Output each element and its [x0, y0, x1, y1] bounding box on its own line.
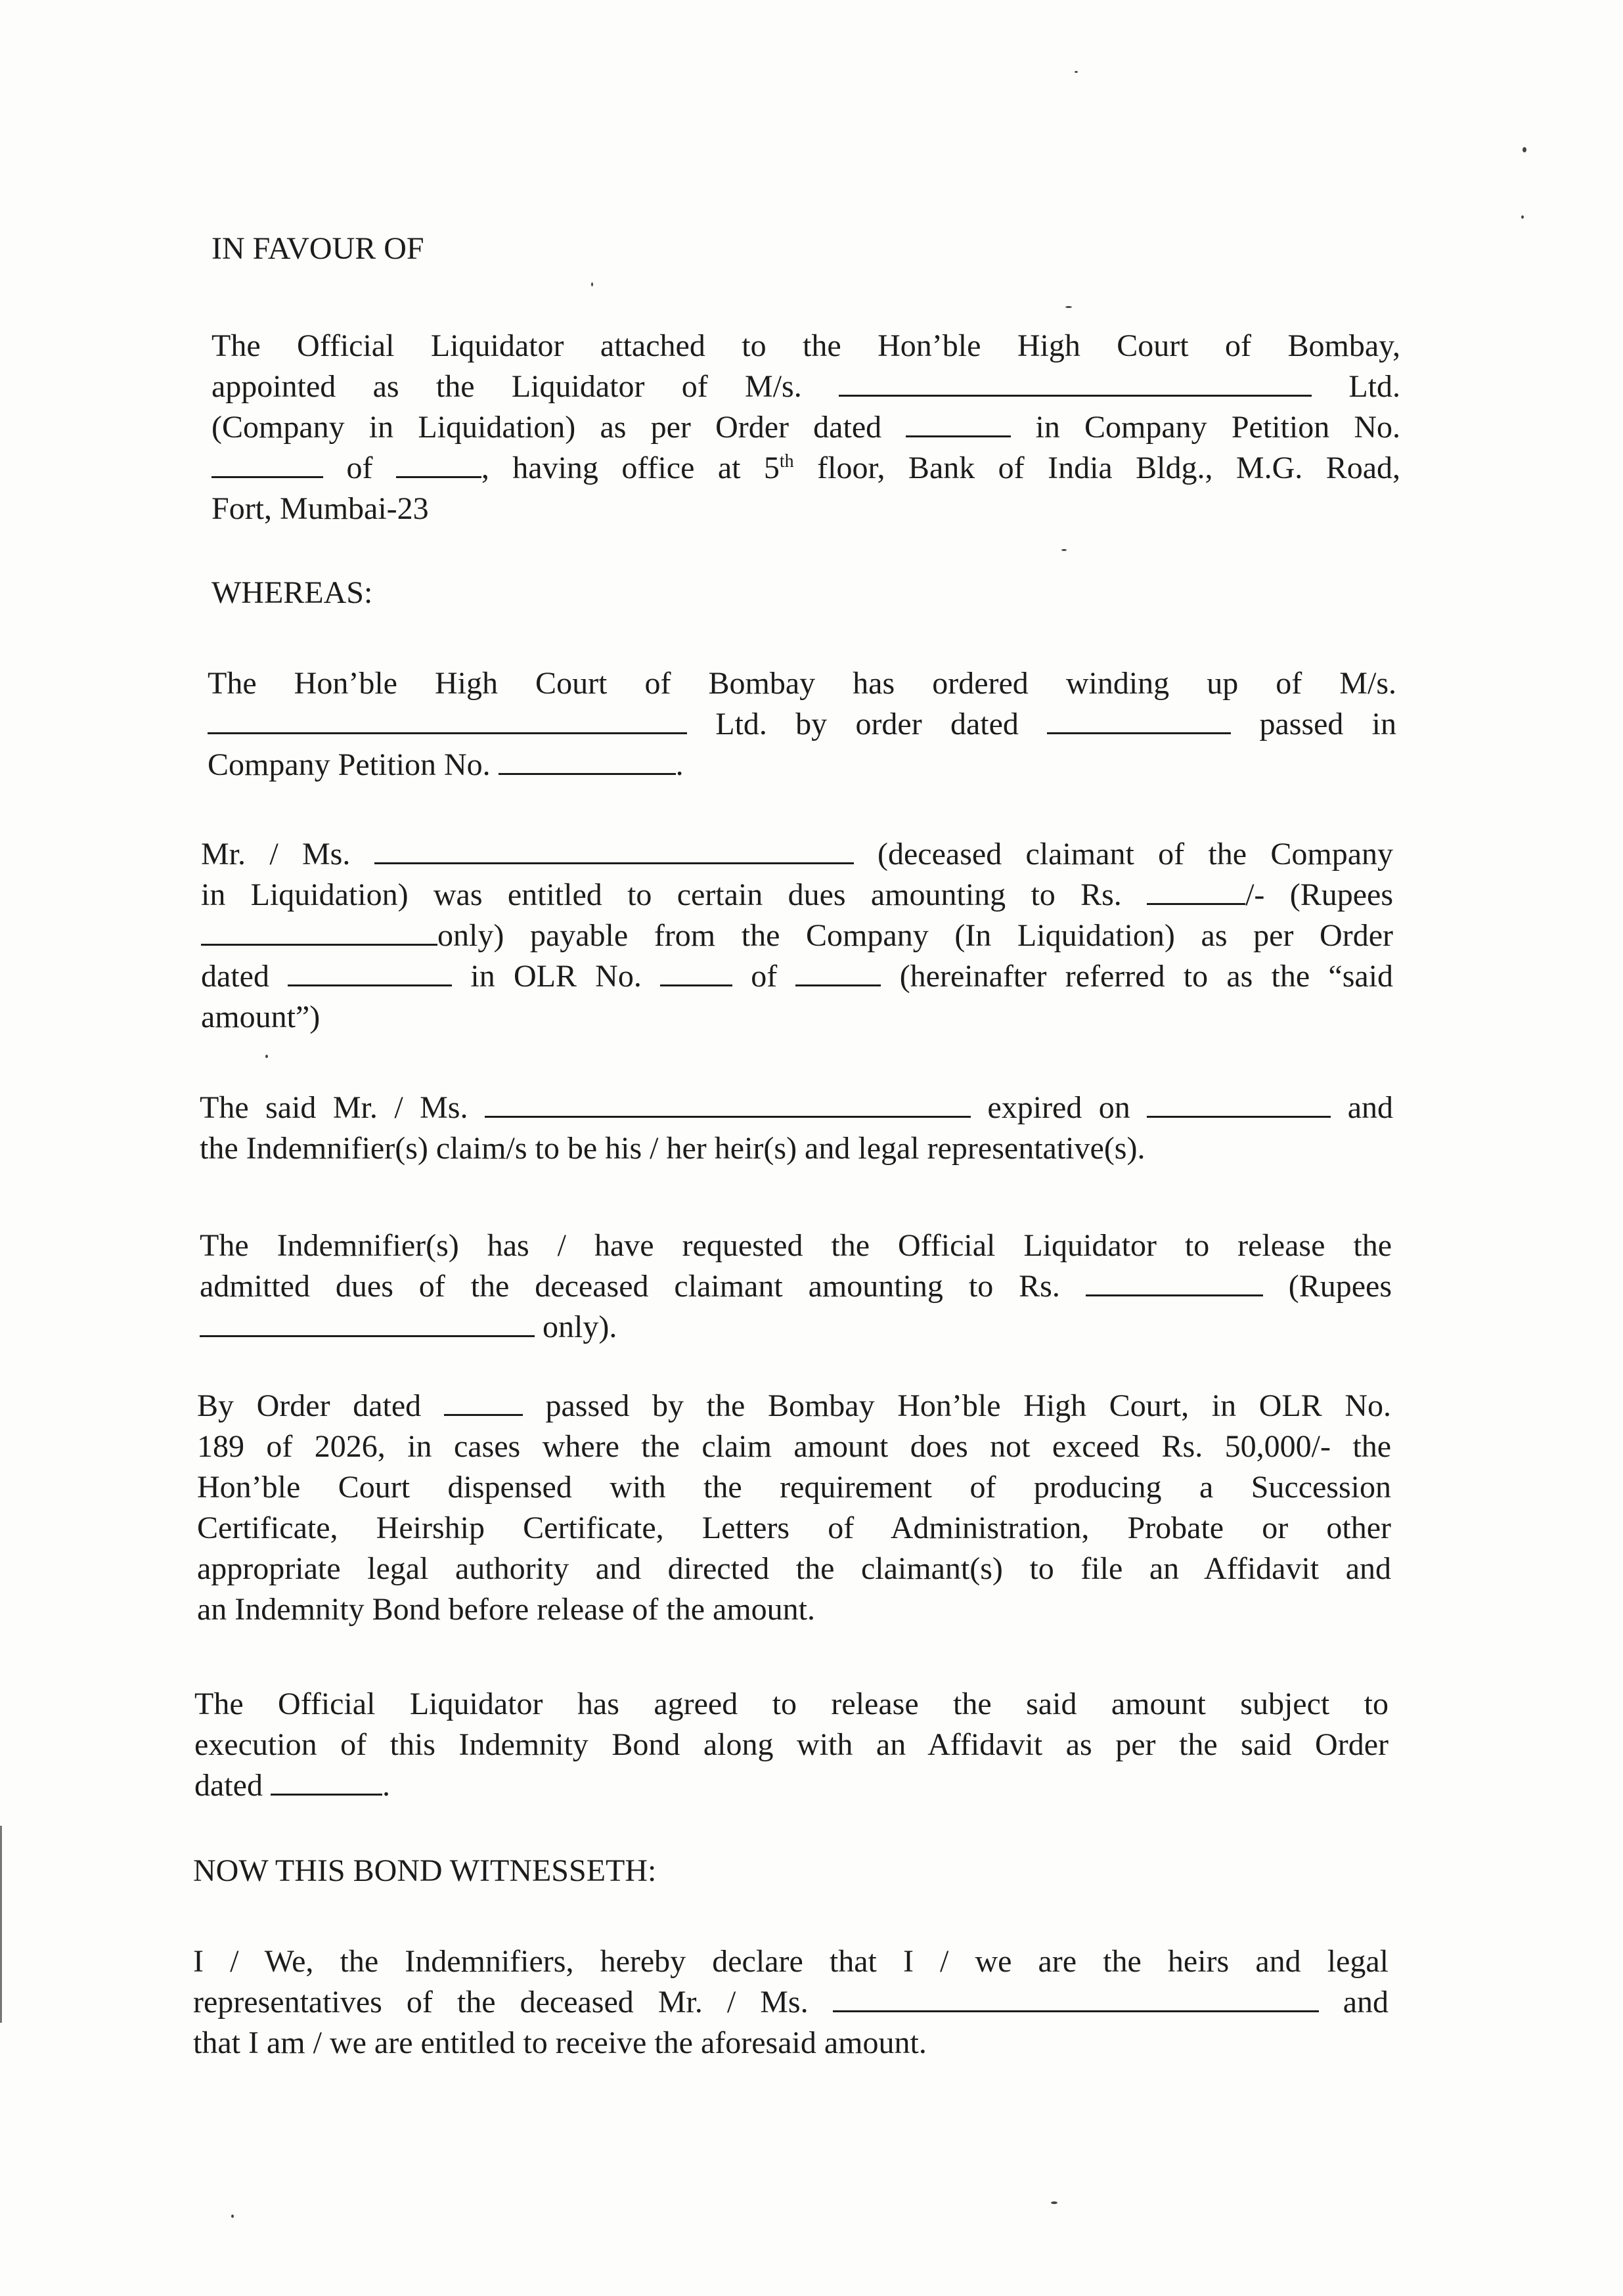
p5-line-2: admitted dues of the deceased claimant amounting to Rs. (Rupees [200, 1269, 1392, 1304]
p7-line-2: execution of this Indemnity Bond along with an Affidavit as per the said Order [194, 1727, 1389, 1762]
olr-order-date-blank [288, 960, 452, 986]
p8-line-2: representatives of the deceased Mr. / Ms. and [193, 1985, 1389, 2020]
paragraph-deceased-claimant [201, 834, 1393, 1038]
petition-no-blank [211, 451, 323, 478]
petition-year-blank [396, 451, 481, 478]
p5-line-1: The Indemnifier(s) has / have requested the Official Liquidator to release the [200, 1228, 1392, 1263]
hc-order-date-blank [444, 1389, 523, 1416]
scan-speck [1523, 147, 1526, 152]
p3-line-5: amount”) [201, 1000, 321, 1034]
bond-order-date-blank [271, 1769, 382, 1796]
p8-line-3: that I am / we are entitled to receive the aforesaid amount. [193, 2025, 927, 2060]
p1-line-2: appointed as the Liquidator of M/s. Ltd. [211, 369, 1401, 404]
admitted-amount-words-blank [200, 1310, 535, 1337]
olr-year-blank [795, 960, 881, 986]
p3-line-3: only) payable from the Company (In Liquidation) as per Order [201, 916, 1393, 956]
p7-line-3: dated . [194, 1768, 390, 1803]
p3-line-4: dated in OLR No. of (hereinafter referred to as the “said [201, 959, 1394, 994]
p1-line-3: (Company in Liquidation) as per Order dated in Company Petition No. [211, 410, 1401, 445]
heading-whereas: WHEREAS: [211, 575, 373, 610]
scan-speck [1521, 215, 1524, 219]
p6-line-2: 189 of 2026, in cases where the claim amount does not exceed Rs. 50,000/- the [197, 1429, 1391, 1464]
p8-line-1: I / We, the Indemnifiers, hereby declare that I / we are the heirs and legal [193, 1944, 1389, 1979]
olr-no-blank [660, 960, 732, 986]
p6-line-5: appropriate legal authority and directed the claimant(s) to file an Affidavit and [197, 1551, 1391, 1586]
scan-speck [1075, 71, 1078, 73]
p2-line-1: The Hon’ble High Court of Bombay has ordered winding up of M/s. [208, 666, 1396, 701]
p6-line-6: an Indemnity Bond before release of the amount. [197, 1592, 816, 1627]
p1-line-4: of , having office at 5th floor, Bank of India Bldg., M.G. Road, [211, 448, 1400, 489]
p6-line-1: By Order dated passed by the Bombay Hon’ble High Court, in OLR No. [197, 1388, 1392, 1423]
paragraph-agreed-release [194, 1684, 1389, 1806]
scan-edge-mark [0, 1826, 2, 2023]
paragraph-order-olr [197, 1386, 1391, 1630]
paragraph-request-release [200, 1225, 1392, 1348]
heading-now-bond-witnesseth: NOW THIS BOND WITNESSETH: [193, 1853, 657, 1888]
dues-amount-blank [1147, 878, 1245, 905]
p6-line-3: Hon’ble Court dispensed with the requirement of producing a Succession [197, 1470, 1391, 1505]
company-name-blank [839, 370, 1312, 397]
scan-speck [1051, 2201, 1057, 2204]
p4-line-2: the Indemnifier(s) claim/s to be his / her heir(s) and legal representative(s). [200, 1131, 1145, 1166]
p1-line-5: Fort, Mumbai-23 [211, 491, 429, 526]
p2-line-2: Ltd. by order dated passed in [208, 704, 1396, 745]
deceased-name-blank-3 [833, 1985, 1319, 2012]
p3-line-1: Mr. / Ms. (deceased claimant of the Company [201, 837, 1394, 872]
scan-speck [591, 282, 593, 286]
p4-line-1: The said Mr. / Ms. expired on and [200, 1090, 1394, 1125]
admitted-amount-blank [1086, 1269, 1263, 1296]
scan-speck [1065, 306, 1072, 308]
petition-no-blank-2 [499, 748, 676, 775]
scan-speck [1061, 549, 1067, 551]
rupees-words-blank [201, 919, 437, 946]
p5-line-3: only). [200, 1307, 1392, 1348]
paragraph-expired [200, 1088, 1393, 1169]
scan-speck [231, 2215, 234, 2218]
company-name-blank-2 [208, 707, 687, 734]
winding-order-date-blank [1047, 707, 1231, 734]
paragraph-official-liquidator [211, 326, 1400, 529]
scan-speck [265, 1055, 268, 1058]
p2-line-3: Company Petition No. . [208, 747, 684, 782]
paragraph-winding-up [208, 663, 1396, 785]
deceased-name-blank [374, 837, 854, 864]
p3-line-2: in Liquidation) was entitled to certain dues amounting to Rs. /- (Rupees [201, 877, 1393, 912]
expiry-date-blank [1147, 1091, 1331, 1118]
heading-in-favour-of: IN FAVOUR OF [211, 231, 424, 266]
p6-line-4: Certificate, Heirship Certificate, Letters of Administration, Probate or other [197, 1511, 1391, 1545]
p7-line-1: The Official Liquidator has agreed to release the said amount subject to [194, 1687, 1389, 1721]
deceased-name-blank-2 [485, 1091, 971, 1118]
p1-line-1: The Official Liquidator attached to the Hon’ble High Court of Bombay, [211, 328, 1400, 363]
order-date-blank [906, 410, 1011, 437]
paragraph-declaration [193, 1941, 1389, 2064]
